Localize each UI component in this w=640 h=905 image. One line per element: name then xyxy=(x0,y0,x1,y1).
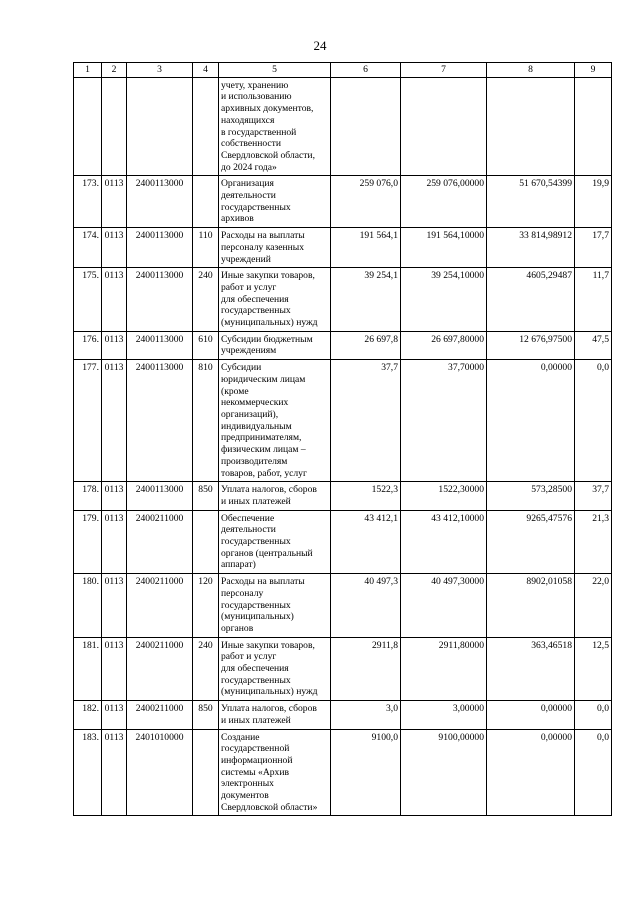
target-code-cell xyxy=(127,77,193,176)
table-row xyxy=(74,729,612,816)
column-header: 5 xyxy=(219,63,331,78)
approved-amount-cell: 259 076,00000 xyxy=(401,176,487,228)
percent-cell: 19,9 xyxy=(575,176,612,228)
plan-amount-cell xyxy=(331,77,401,176)
executed-amount-cell: 0,00000 xyxy=(487,701,575,729)
plan-amount-cell: 39 254,1 xyxy=(331,268,401,332)
table-row xyxy=(74,482,612,510)
section-code-cell: 0113 xyxy=(102,701,127,729)
executed-amount-cell: 51 670,54399 xyxy=(487,176,575,228)
table-row xyxy=(74,268,612,332)
item-name-cell: Уплата налогов, сборов и иных платежей xyxy=(219,701,331,729)
approved-amount-cell: 191 564,10000 xyxy=(401,228,487,268)
item-name-cell: Расходы на выплаты персоналу казенных учреждений xyxy=(219,228,331,268)
section-code-cell: 0113 xyxy=(102,482,127,510)
expense-type-cell xyxy=(193,176,219,228)
executed-amount-cell: 0,00000 xyxy=(487,729,575,816)
executed-amount-cell: 33 814,98912 xyxy=(487,228,575,268)
header-row xyxy=(74,63,612,78)
section-code-cell: 0113 xyxy=(102,228,127,268)
table-row xyxy=(74,228,612,268)
section-code-cell: 0113 xyxy=(102,331,127,359)
column-header: 1 xyxy=(74,63,102,78)
table-row xyxy=(74,360,612,482)
target-code-cell: 2400113000 xyxy=(127,331,193,359)
target-code-cell: 2400211000 xyxy=(127,574,193,638)
column-header: 9 xyxy=(575,63,612,78)
table-row xyxy=(74,637,612,701)
approved-amount-cell: 2911,80000 xyxy=(401,637,487,701)
target-code-cell: 2400113000 xyxy=(127,360,193,482)
section-code-cell: 0113 xyxy=(102,268,127,332)
plan-amount-cell: 1522,3 xyxy=(331,482,401,510)
section-code-cell: 0113 xyxy=(102,574,127,638)
row-number-cell: 176. xyxy=(74,331,102,359)
percent-cell xyxy=(575,77,612,176)
approved-amount-cell: 26 697,80000 xyxy=(401,331,487,359)
expense-type-cell xyxy=(193,77,219,176)
percent-cell: 11,7 xyxy=(575,268,612,332)
percent-cell: 0,0 xyxy=(575,729,612,816)
table-row xyxy=(74,331,612,359)
column-header: 7 xyxy=(401,63,487,78)
row-number-cell: 177. xyxy=(74,360,102,482)
target-code-cell: 2401010000 xyxy=(127,729,193,816)
target-code-cell: 2400113000 xyxy=(127,482,193,510)
approved-amount-cell: 43 412,10000 xyxy=(401,510,487,574)
table-row xyxy=(74,176,612,228)
row-number-cell: 173. xyxy=(74,176,102,228)
item-name-cell: Расходы на выплаты персоналу государственных (муниципальных) органов xyxy=(219,574,331,638)
row-number-cell: 174. xyxy=(74,228,102,268)
percent-cell: 17,7 xyxy=(575,228,612,268)
row-number-cell: 182. xyxy=(74,701,102,729)
percent-cell: 21,3 xyxy=(575,510,612,574)
table-row xyxy=(74,701,612,729)
expense-type-cell: 110 xyxy=(193,228,219,268)
plan-amount-cell: 2911,8 xyxy=(331,637,401,701)
percent-cell: 0,0 xyxy=(575,360,612,482)
approved-amount-cell: 1522,30000 xyxy=(401,482,487,510)
table-body xyxy=(74,77,612,816)
plan-amount-cell: 9100,0 xyxy=(331,729,401,816)
row-number-cell: 180. xyxy=(74,574,102,638)
section-code-cell: 0113 xyxy=(102,360,127,482)
percent-cell: 12,5 xyxy=(575,637,612,701)
plan-amount-cell: 37,7 xyxy=(331,360,401,482)
item-name-cell: Организация деятельности государственных архивов xyxy=(219,176,331,228)
target-code-cell: 2400113000 xyxy=(127,176,193,228)
executed-amount-cell: 8902,01058 xyxy=(487,574,575,638)
budget-table xyxy=(73,62,612,816)
table-row xyxy=(74,510,612,574)
section-code-cell: 0113 xyxy=(102,637,127,701)
executed-amount-cell: 0,00000 xyxy=(487,360,575,482)
target-code-cell: 2400113000 xyxy=(127,268,193,332)
executed-amount-cell xyxy=(487,77,575,176)
page-number: 24 xyxy=(313,38,327,53)
expense-type-cell: 240 xyxy=(193,637,219,701)
expense-type-cell: 610 xyxy=(193,331,219,359)
plan-amount-cell: 191 564,1 xyxy=(331,228,401,268)
column-header: 4 xyxy=(193,63,219,78)
column-header: 6 xyxy=(331,63,401,78)
expense-type-cell: 850 xyxy=(193,482,219,510)
column-header: 8 xyxy=(487,63,575,78)
expense-type-cell: 120 xyxy=(193,574,219,638)
item-name-cell: Уплата налогов, сборов и иных платежей xyxy=(219,482,331,510)
approved-amount-cell xyxy=(401,77,487,176)
expense-type-cell xyxy=(193,510,219,574)
item-name-cell: Создание государственной информационной системы «Архив электронных документов Свердловской области» xyxy=(219,729,331,816)
table-row xyxy=(74,77,612,176)
row-number-cell: 178. xyxy=(74,482,102,510)
row-number-cell: 175. xyxy=(74,268,102,332)
expense-type-cell: 810 xyxy=(193,360,219,482)
approved-amount-cell: 39 254,10000 xyxy=(401,268,487,332)
percent-cell: 0,0 xyxy=(575,701,612,729)
item-name-cell: Иные закупки товаров, работ и услуг для обеспечения государственных (муниципальных) нужд xyxy=(219,268,331,332)
approved-amount-cell: 3,00000 xyxy=(401,701,487,729)
expense-type-cell xyxy=(193,729,219,816)
target-code-cell: 2400211000 xyxy=(127,637,193,701)
target-code-cell: 2400113000 xyxy=(127,228,193,268)
approved-amount-cell: 9100,00000 xyxy=(401,729,487,816)
column-header: 2 xyxy=(102,63,127,78)
item-name-cell: Субсидии бюджетным учреждениям xyxy=(219,331,331,359)
approved-amount-cell: 37,70000 xyxy=(401,360,487,482)
row-number-cell: 179. xyxy=(74,510,102,574)
approved-amount-cell: 40 497,30000 xyxy=(401,574,487,638)
target-code-cell: 2400211000 xyxy=(127,701,193,729)
executed-amount-cell: 363,46518 xyxy=(487,637,575,701)
target-code-cell: 2400211000 xyxy=(127,510,193,574)
executed-amount-cell: 573,28500 xyxy=(487,482,575,510)
item-name-cell: учету, хранению и использованию архивных документов, находящихся в государственной собственности Свердловской области, до 2024 года» xyxy=(219,77,331,176)
section-code-cell xyxy=(102,77,127,176)
plan-amount-cell: 259 076,0 xyxy=(331,176,401,228)
table-row xyxy=(74,574,612,638)
row-number-cell: 183. xyxy=(74,729,102,816)
section-code-cell: 0113 xyxy=(102,729,127,816)
expense-type-cell: 240 xyxy=(193,268,219,332)
column-header: 3 xyxy=(127,63,193,78)
executed-amount-cell: 9265,47576 xyxy=(487,510,575,574)
percent-cell: 37,7 xyxy=(575,482,612,510)
item-name-cell: Субсидии юридическим лицам (кроме некоммерческих организаций), индивидуальным предпринимателям, физическим лицам – производителям товаров, работ, услуг xyxy=(219,360,331,482)
executed-amount-cell: 12 676,97500 xyxy=(487,331,575,359)
plan-amount-cell: 40 497,3 xyxy=(331,574,401,638)
percent-cell: 47,5 xyxy=(575,331,612,359)
plan-amount-cell: 3,0 xyxy=(331,701,401,729)
section-code-cell: 0113 xyxy=(102,510,127,574)
percent-cell: 22,0 xyxy=(575,574,612,638)
item-name-cell: Иные закупки товаров, работ и услуг для обеспечения государственных (муниципальных) нужд xyxy=(219,637,331,701)
plan-amount-cell: 26 697,8 xyxy=(331,331,401,359)
section-code-cell: 0113 xyxy=(102,176,127,228)
plan-amount-cell: 43 412,1 xyxy=(331,510,401,574)
expense-type-cell: 850 xyxy=(193,701,219,729)
executed-amount-cell: 4605,29487 xyxy=(487,268,575,332)
row-number-cell xyxy=(74,77,102,176)
item-name-cell: Обеспечение деятельности государственных органов (центральный аппарат) xyxy=(219,510,331,574)
row-number-cell: 181. xyxy=(74,637,102,701)
